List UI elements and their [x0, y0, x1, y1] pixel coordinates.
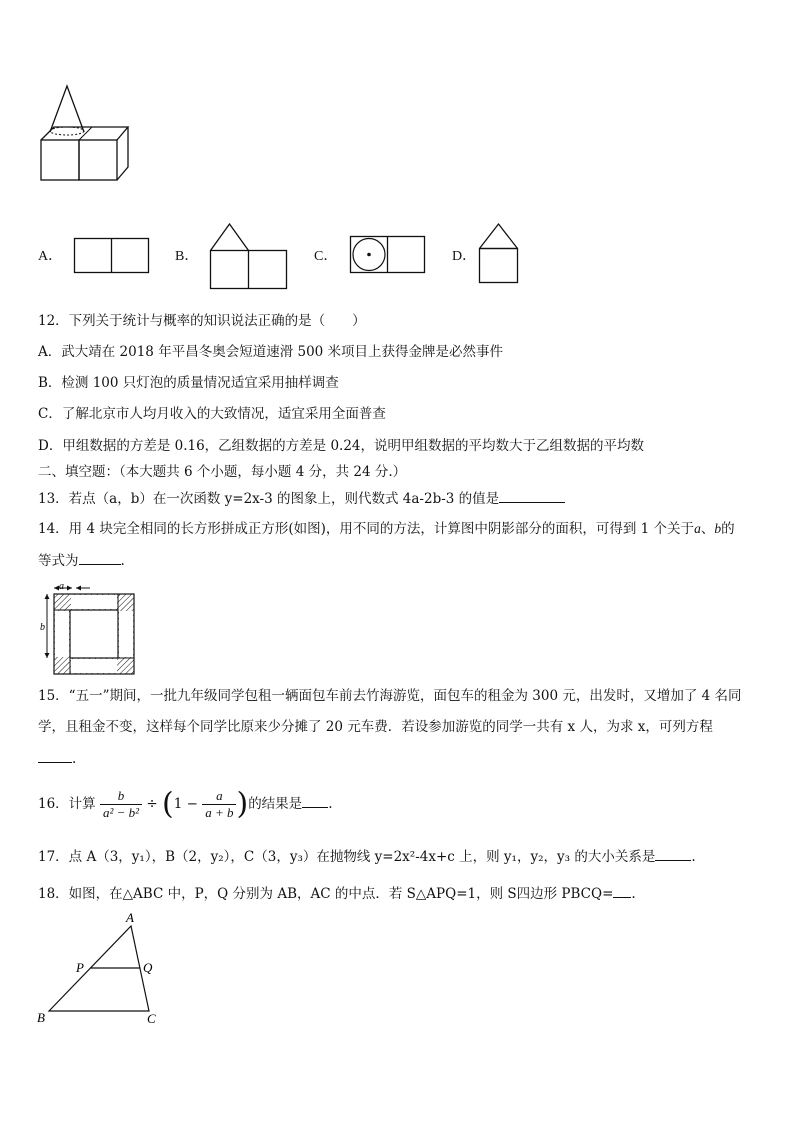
q12-option-a[interactable]: A．武大靖在 2018 年平昌冬奥会短道速滑 500 米项目上获得金牌是必然事件: [38, 344, 504, 360]
q13-stem: 13．若点（a，b）在一次函数 y=2x-3 的图象上，则代数式 4a-2b-3 的值是: [38, 491, 500, 507]
q16-answer-blank[interactable]: [302, 793, 328, 808]
option-b-figure: [210, 222, 288, 290]
q14-line1: 14．用 4 块完全相同的长方形拼成正方形(如图)，用不同的方法，计算图中阴影部分的面积，可得到 1 个关于a、b的: [38, 521, 735, 537]
option-d-label[interactable]: D．: [452, 249, 477, 264]
q14-line2: 等式为 .: [38, 550, 125, 571]
option-c-label[interactable]: C．: [314, 249, 338, 264]
option-a-figure: [74, 238, 150, 274]
q18-triangle-figure: [34, 908, 164, 1028]
q18-label-P: P: [76, 960, 84, 975]
q14-fig-label-b: b: [40, 622, 45, 633]
q15-line1: 15．“五一”期间，一批九年级同学包租一辆面包车前去竹海游览，面包车的租金为 300 元，出发时，又增加了 4 名同: [38, 688, 742, 704]
q14-fig-label-a: a: [59, 581, 64, 592]
q17-line: 17．点 A（3，y₁），B（2，y₂），C（3，y₃）在抛物线 y=2x²-4x+c 上，则 y₁，y₂，y₃ 的大小关系是 .: [38, 846, 696, 867]
q12-option-b[interactable]: B．检测 100 只灯泡的质量情况适宜采用抽样调查: [38, 375, 339, 391]
option-b-label[interactable]: B．: [175, 249, 199, 264]
q18-answer-blank[interactable]: [613, 883, 631, 898]
option-c-figure: [350, 236, 426, 274]
q14-answer-blank[interactable]: [79, 550, 121, 565]
solid-figure: [38, 84, 138, 184]
q18-label-Q: Q: [143, 960, 153, 975]
q14-figure: [38, 580, 142, 680]
q15-line3: .: [38, 748, 76, 769]
q18-label-A: A: [126, 910, 134, 925]
q12-stem: 12．下列关于统计与概率的知识说法正确的是（ ）: [38, 313, 366, 329]
q16-paren: (: [161, 786, 174, 822]
option-a-label[interactable]: A．: [38, 249, 63, 264]
q13-text: [38, 488, 565, 509]
q18-label-C: C: [147, 1011, 156, 1026]
q18-line: 18．如图，在△ABC 中，P，Q 分别为 AB，AC 的中点．若 S△APQ=1，则 S四边形 PBCQ= .: [38, 883, 636, 904]
q15-answer-blank[interactable]: [38, 748, 72, 763]
q16-line: 16．计算 $\frac{b}{\text{a² − b²}}$ ÷ (1 − $\frac{a}{a + b}$ )的结果是 .: [38, 786, 333, 822]
q16-fraction-1: $\frac{b}{\text{a² − b²}}$: [100, 788, 142, 821]
q18-label-B: B: [37, 1010, 45, 1025]
q17-answer-blank[interactable]: [655, 846, 691, 861]
q15-line2: 学，且租金不变，这样每个同学比原来少分摊了 20 元车费．若设参加游览的同学一共有 x 人，为求 x，可列方程: [38, 719, 713, 735]
q14-var-b: b: [714, 521, 722, 536]
section-heading: 二、填空题：（本大题共 6 个小题，每小题 4 分，共 24 分.）: [38, 464, 407, 480]
q12-option-c[interactable]: C．了解北京市人均月收入的大致情况，适宜采用全面普查: [38, 406, 386, 422]
q13-answer-blank[interactable]: [499, 488, 565, 503]
option-d-figure: [479, 222, 521, 284]
q12-option-d[interactable]: D．甲组数据的方差是 0.16，乙组数据的方差是 0.24，说明甲组数据的平均数大于乙组数据的平均数: [38, 438, 645, 454]
q16-fraction-2: $\frac{a}{a + b}$: [202, 788, 236, 821]
q14-var-a: a: [694, 521, 701, 536]
